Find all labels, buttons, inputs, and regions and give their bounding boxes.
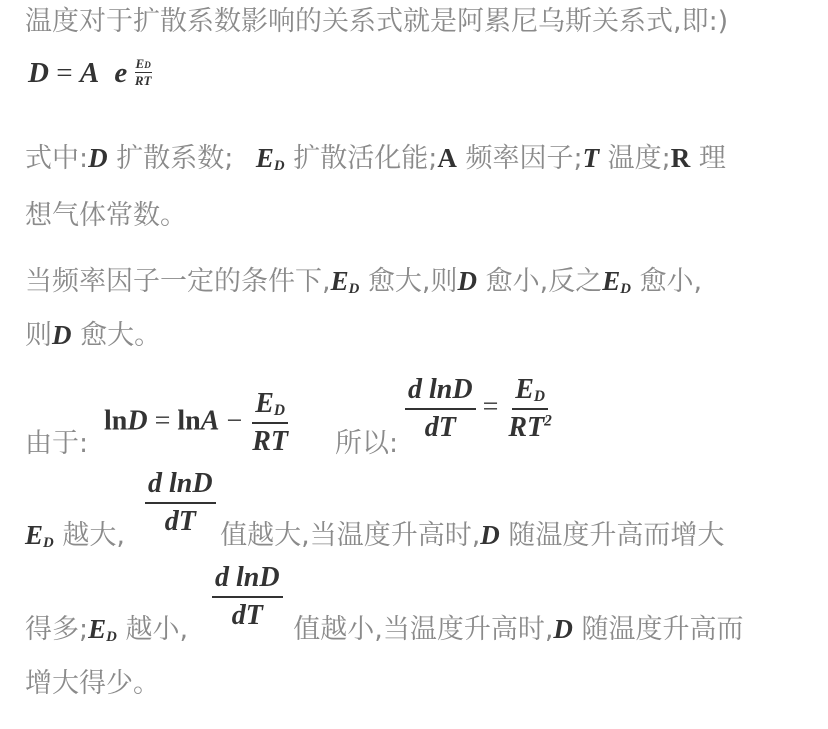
paragraph-so-label: 所以: [335,428,399,459]
conc-e2-sub: D [106,628,117,645]
cond-text4: 愈小, [639,266,703,297]
def-e-letter: E [255,143,274,173]
conc-e1-letter: E [25,520,44,550]
eq1-num: E [255,388,274,419]
def-e [256,143,285,173]
paragraph-definitions-line1 [25,145,726,174]
formula-exponent [135,56,152,89]
paragraph-conclusion-line3: 增大得少。 [25,668,160,699]
formula-lhs: D [28,57,49,89]
conc-e1 [25,520,54,550]
paragraph-conclusion-line2 [25,616,744,645]
cond-text3: 愈小,反之 [485,266,603,297]
exponent-numerator-sub: D [144,60,151,70]
frac1-den: dT [164,506,196,537]
def-e-sub: D [273,157,285,174]
eq1-ln: ln [104,405,128,437]
cond-e1-letter: E [330,266,349,296]
eq1-den: RT [252,426,289,458]
cond-d2: D [52,320,72,350]
def-a: A [437,143,457,173]
conc-text3: 随温度升高而增大 [508,520,725,551]
cond-e2 [602,266,631,296]
def-d-text: 扩散系数; [116,143,234,174]
cond-e2-letter: E [602,266,621,296]
paragraph-since-label: 由于: [25,428,89,459]
eq1-num-sub: D [273,402,286,420]
def-e-text: 扩散活化能; [293,143,438,174]
conc-text6: 值越小,当温度升高时, [293,614,554,645]
formula-a: A [79,57,100,89]
eq1-minus: − [226,405,243,437]
eq1-ln2: ln [177,405,201,437]
eq1-equals: = [154,405,171,437]
log-equation [104,388,291,458]
def-r-text: 理 [698,143,726,174]
cond-e1 [331,266,360,296]
eq2-lhs-den: dT [424,412,456,444]
cond-e1-sub: D [348,280,360,297]
conc-text4: 得多; [25,614,89,645]
frac2-den: dT [231,600,263,631]
eq1-fraction [249,388,291,458]
formula-equals: = [56,57,73,89]
cond-text2: 愈大,则 [367,266,458,297]
def-t-text: 温度; [607,143,671,174]
paragraph-intro: 温度对于扩散系数影响的关系式就是阿累尼乌斯关系式,即:) [25,6,729,37]
eq1-d: D [127,405,148,437]
conc-text7: 随温度升高而 [581,614,744,645]
eq1-a: A [200,405,220,437]
cond-text6: 愈大。 [80,320,162,351]
eq2-rhs-fraction [505,374,554,444]
eq2-equals: = [482,391,499,423]
conc-d2: D [553,614,573,644]
derivative-equation [405,374,555,444]
def-a-text: 频率因子; [465,143,583,174]
cond-e2-sub: D [620,280,631,297]
conc-text1: 越大, [62,520,125,551]
eq2-lhs-num: d lnD [405,374,476,410]
frac1-num: d lnD [145,468,216,504]
conc-e1-sub: D [43,534,54,551]
conc-e2 [88,614,117,644]
paragraph-condition-line1 [25,268,702,297]
eq2-rhs-num: E [515,374,534,405]
def-t: T [582,143,600,173]
def-d: D [88,143,108,173]
cond-lead: 当频率因子一定的条件下, [25,266,331,297]
eq2-rhs-den: RT [508,412,545,444]
cond-text5: 则 [25,320,52,351]
conc-d1: D [480,520,500,550]
eq2-rhs-den-sup: 2 [544,412,552,430]
def-r: R [670,143,691,173]
conc-text5: 越小, [125,614,189,645]
exponent-denominator: RT [134,73,152,88]
paragraph-conclusion-line1 [25,522,724,551]
def-lead: 式中: [25,143,89,174]
paragraph-definitions-line2: 想气体常数。 [25,200,187,231]
eq2-lhs-fraction [405,374,476,444]
paragraph-condition-line2 [25,322,161,349]
eq2-rhs-num-sub: D [533,388,546,406]
conc-e2-letter: E [88,614,107,644]
exponent-numerator: E [135,56,145,71]
arrhenius-formula [28,56,152,90]
formula-e: e [114,57,128,89]
frac2-num: d lnD [212,562,283,598]
cond-d1: D [457,266,478,296]
conc-text2: 值越大,当温度升高时, [220,520,481,551]
